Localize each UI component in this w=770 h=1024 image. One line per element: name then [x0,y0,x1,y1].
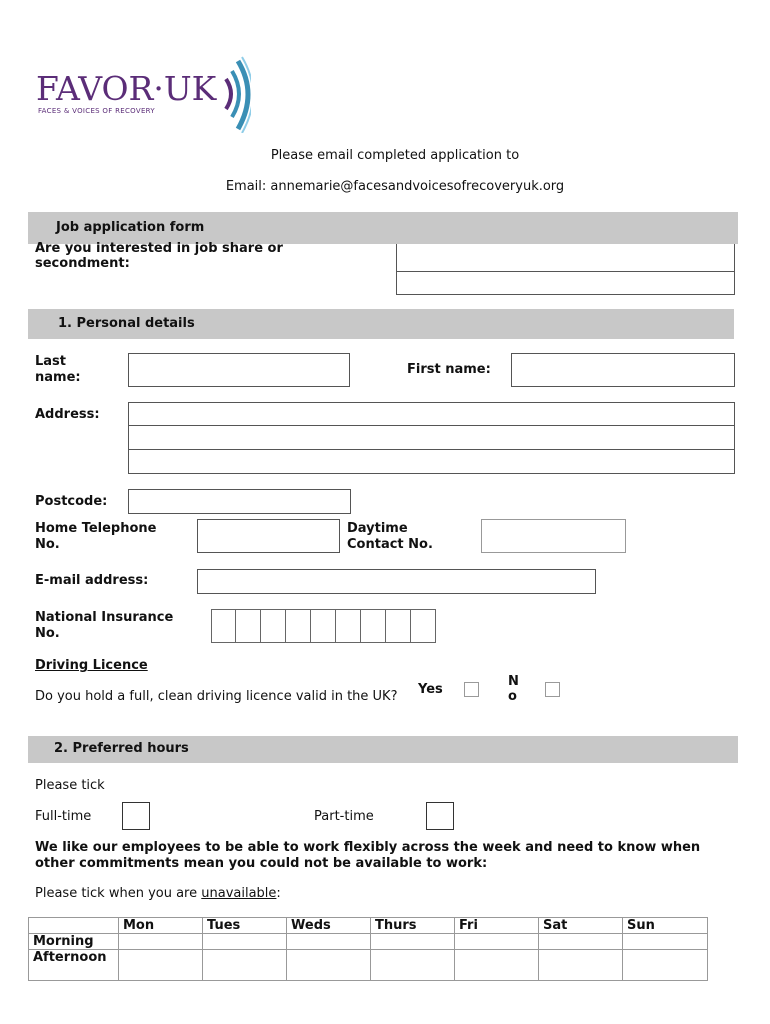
ni-box-6[interactable] [336,609,361,643]
home-telephone-input[interactable] [197,519,340,553]
day-header: Mon [119,918,203,934]
afternoon-weds-cell[interactable] [287,950,371,981]
ni-box-8[interactable] [386,609,411,643]
email-input[interactable] [197,569,596,594]
tick-underlined: unavailable [201,886,277,901]
address-line-3[interactable] [128,449,735,474]
address-line-2[interactable] [128,425,735,450]
job-share-label: Are you interested in job share or secondment: [35,241,283,271]
logo-text: FAVOR·UK [36,69,217,108]
table-corner-cell [29,918,119,934]
address-line-1[interactable] [128,402,735,426]
morning-sat-cell[interactable] [539,934,623,950]
postcode-input[interactable] [128,489,351,514]
morning-tues-cell[interactable] [203,934,287,950]
afternoon-tues-cell[interactable] [203,950,287,981]
driving-yes-label: Yes [418,682,443,697]
ni-box-2[interactable] [236,609,261,643]
afternoon-thurs-cell[interactable] [371,950,455,981]
logo [36,55,251,133]
part-time-label: Part-time [314,809,374,824]
table-header-row [29,918,708,934]
section-preferred-hours-title: 2. Preferred hours [54,741,189,756]
first-name-input[interactable] [511,353,735,387]
full-time-checkbox[interactable] [122,802,150,830]
availability-table [28,917,708,981]
day-header: Weds [287,918,371,934]
driving-no-checkbox[interactable] [545,682,560,697]
sound-wave-icon [196,55,251,133]
daytime-contact-input[interactable] [481,519,626,553]
ni-box-5[interactable] [311,609,336,643]
day-header: Tues [203,918,287,934]
ni-box-1[interactable] [211,609,236,643]
tick-prefix: Please tick when you are [35,886,202,901]
home-telephone-label: Home Telephone No. [35,521,157,552]
form-title-band [28,212,738,244]
day-header: Sat [539,918,623,934]
email-label: E-mail address: [35,573,149,588]
form-title: Job application form [56,220,205,235]
ni-box-9[interactable] [411,609,436,643]
row-label-afternoon: Afternoon [29,950,119,981]
part-time-checkbox[interactable] [426,802,454,830]
table-row [29,950,708,981]
ni-box-7[interactable] [361,609,386,643]
morning-mon-cell[interactable] [119,934,203,950]
flexible-work-statement: We like our employees to be able to work flexibly across the week and need to know when other commitments mean you could not be available to work: [35,840,701,871]
address-label: Address: [35,407,100,422]
email-instruction: Please email completed application to [270,148,520,163]
afternoon-mon-cell[interactable] [119,950,203,981]
morning-thurs-cell[interactable] [371,934,455,950]
table-row [29,934,708,950]
driving-licence-heading: Driving Licence [35,658,148,673]
morning-sun-cell[interactable] [623,934,708,950]
section-personal-details-band [28,309,734,339]
tick-unavailable-instruction [35,886,281,902]
driving-licence-question: Do you hold a full, clean driving licence valid in the UK? [35,689,398,704]
day-header: Sun [623,918,708,934]
section-personal-details-title: 1. Personal details [58,316,195,331]
ni-box-3[interactable] [261,609,286,643]
morning-weds-cell[interactable] [287,934,371,950]
afternoon-sun-cell[interactable] [623,950,708,981]
daytime-contact-label: Daytime Contact No. [347,521,433,552]
job-share-field-2[interactable] [396,271,735,295]
day-header: Thurs [371,918,455,934]
last-name-label: Last name: [35,354,81,385]
tick-suffix: : [276,886,281,901]
last-name-input[interactable] [128,353,350,387]
national-insurance-label: National Insurance No. [35,610,174,641]
afternoon-fri-cell[interactable] [455,950,539,981]
email-address-line: Email: annemarie@facesandvoicesofrecoveryuk.org [225,179,565,194]
job-share-field-1[interactable] [396,244,735,272]
driving-no-label: No [508,674,519,704]
full-time-label: Full-time [35,809,92,824]
logo-tagline: FACES & VOICES OF RECOVERY [38,107,155,115]
driving-yes-checkbox[interactable] [464,682,479,697]
section-preferred-hours-band [28,736,738,763]
please-tick-text: Please tick [35,778,105,793]
row-label-morning: Morning [29,934,119,950]
afternoon-sat-cell[interactable] [539,950,623,981]
first-name-label: First name: [407,362,491,377]
day-header: Fri [455,918,539,934]
ni-box-4[interactable] [286,609,311,643]
morning-fri-cell[interactable] [455,934,539,950]
postcode-label: Postcode: [35,494,108,509]
